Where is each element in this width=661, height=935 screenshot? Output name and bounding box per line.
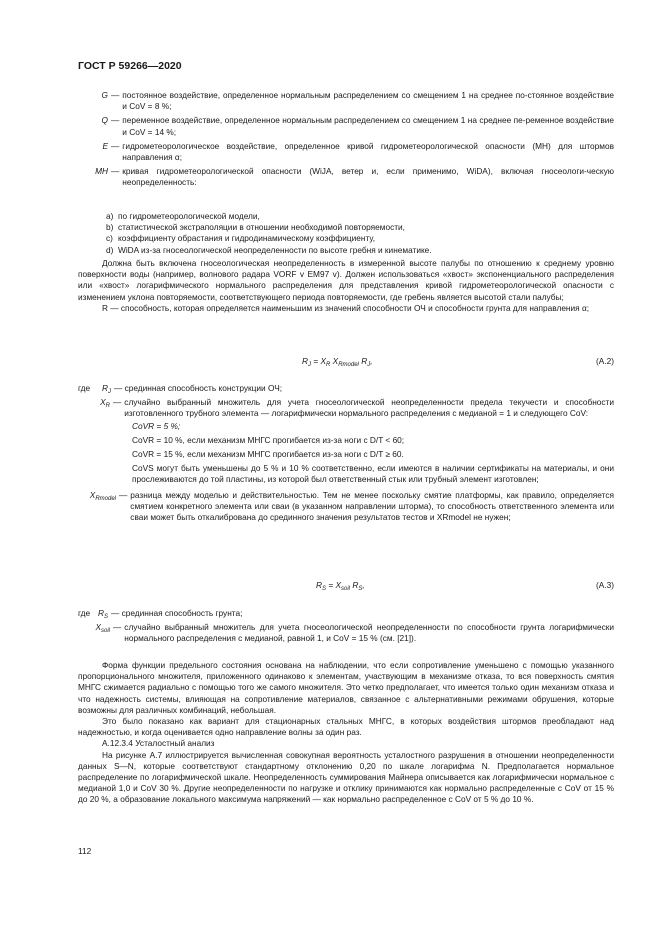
- definitions-block: [78, 90, 614, 189]
- def-symbol: $X_{Rmodel}$: [89, 489, 116, 502]
- def-text: случайно выбранный множитель для учета гносеологической неопределенности предела текучести и способности изготовленного трубного элемента — логарифмически нормального распределения с медианой = 1 и следующего CoV:: [124, 397, 614, 419]
- def-symbol: G: [101, 90, 108, 100]
- list-item: d) WiDA из-за гносеологической неопределенности по высоте гребня и кинематике.: [106, 244, 432, 255]
- def-xr: $X_R$ — случайно выбранный множитель для учета гносеологической неопределенности предела текучести и способности изготовленного трубного элемента — логарифмически нормального распределения с медианой = 1 и следующего CoV:: [78, 397, 614, 419]
- def-text: кривая гидрометеорологической опасности (WiJA, ветер и, если применимо, WiDA), включая гносеологи-ческую неопределенность:: [122, 166, 614, 188]
- page-header: ГОСТ Р 59266—2020: [78, 60, 182, 72]
- list-item: b) статистической экстраполяции в отношении необходимой повторяемости,: [106, 222, 405, 233]
- def-text: гидрометеорологическое воздействие, определенное кривой гидрометеорологической опасности (МН) для штормов направления α;: [122, 140, 614, 163]
- closing-paragraphs: [78, 660, 614, 806]
- def-e: E — гидрометеорологическое воздействие, определенное кривой гидрометеорологической опасности (МН) для штормов направления α;: [98, 141, 614, 163]
- formula-expression: $R_J = X_R$ $X_{Rmodel}$ $R_J$,: [302, 356, 373, 368]
- section-heading: A.12.3.4 Усталостный анализ: [102, 738, 215, 749]
- formula-number: (A.3): [596, 580, 614, 590]
- def-text: переменное воздействие, определенное нормальным распределением со смещением 1 на среднее пе-ременное воздействие и CoV = 14 %;: [122, 115, 614, 137]
- paragraph-stationary: Это было показано как вариант для стационарных стальных МНГС, в которых воздействия штормов преобладают над надежностью, и когда оценивается одно направление волны за один раз.: [78, 716, 614, 738]
- def-text: случайно выбранный множитель для учета гносеологической неопределенности по способности грунта логарифмически нормального распределения с медианой, равной 1, и CoV = 15 % (см. [21]).: [124, 622, 614, 644]
- paragraph-deck-height: Должна быть включена гносеологическая неопределенность в измеренной высоте палубы по отношению к среднему уровню поверхности воды (например, волнового радара VORF v EM97 v). Должен использоваться «хвост» экспоненциального распределения или «хвост» логарифмического нормального распределения для представления кривой гидрометеорологической опасности с изменением уклона повторяемости, соответствующего периода повторяемости, где гребень является высотой стали палубы; R — способность, которая определяется наименьшим из значений способности ОЧ и способности грунта для направления α;: [78, 258, 614, 313]
- def-xsoil: $X_{soil}$ — случайно выбранный множитель для учета гносеологической неопределенности по способности грунта логарифмически нормального распределения с медианой, равной 1, и CoV = 15 % (см. [21]).: [78, 622, 614, 644]
- def-text: — срединная способность грунта;: [111, 608, 243, 618]
- formula-a3: [78, 580, 614, 594]
- def-xrmodel: $X_{Rmodel}$ — разница между моделью и действительностью. Тем не менее поскольку смятие платформы, как правило, определяется смятием конкретного элемента или сваи (в указанном направлении шторма), то способность ответственного элемента или сваи может быть откалибрована до срединного значения результатов тестов и XRmodel не нужен;: [78, 490, 614, 524]
- list-item: c) коэффициенту обрастания и гидродинамическому коэффициенту,: [106, 233, 375, 244]
- def-text: — срединная способность конструкции ОЧ;: [114, 383, 283, 393]
- where-block-2: где $R_S$ — срединная способность грунта; $X_{soil}$ — случайно выбранный множитель для учета гносеологической неопределенности по способности грунта логарифмически нормального распределения с медианой, равной 1, и CoV = 15 % (см. [21]).: [78, 608, 614, 644]
- def-g: G — постоянное воздействие, определенное нормальным распределением со смещением 1 на среднее по-стоянное воздействие и CoV = 8 %;: [98, 90, 614, 112]
- def-symbol: MH: [95, 166, 108, 177]
- def-text: постоянное воздействие, определенное нормальным распределением со смещением 1 на среднее по-стоянное воздействие и CoV = 8 %;: [122, 90, 614, 112]
- paragraph-r: R — способность, которая определяется наименьшим из значений способности ОЧ и способности грунта для направления α;: [102, 302, 590, 313]
- def-symbol: $X_{soil}$: [95, 622, 110, 635]
- formula-expression: $R_S = X_{soil}$ $R_S$,: [316, 580, 365, 592]
- def-mh: MH — кривая гидрометеорологической опасности (WiJA, ветер и, если применимо, WiDA), включая гносеологи-ческую неопределенность:: [86, 166, 614, 188]
- def-symbol: Q: [101, 115, 108, 126]
- cov-lines: CoVR = 5 %; CoVR = 10 %, если механизм МНГС прогибается из-за ноги с D/T < 60; CoVR = 15 %, если механизм МНГС прогибается из-за ноги с D/T ≥ 60. CoVS могут быть уменьшены до 5 % и 10 % соответственно, если имеются в наличии сертификаты на материалы, и они прослеживаются до той пластины, из которой был ответственный стык или трубный элемент изготовлен;: [132, 420, 614, 485]
- def-symbol: $R_J$: [102, 383, 111, 395]
- paragraph-fatigue: На рисунке А.7 иллюстрируется вычисленная совокупная вероятность усталостного разрушения в отношении неопределенности данных S—N, которые соответствуют стандартному отклонению 0,20 по шкале логарифма N. Предполагается нормальное распределение по логарифмической шкале. Неопределенность суммирования Майнера описывается как логарифмически нормальное с медианой 1,0 и CoV 30 %. Другие неопределенности по нагрузке и отклику принимаются как нормально распределенные с CoV от 15 % до 20 %, а образование локального максимума напряжений — как нормально распределенное с CoV от 5 % до 10 %.: [78, 749, 614, 805]
- formula-number: (A.2): [596, 356, 614, 366]
- paragraph-limit-state: Форма функции предельного состояния основана на наблюдении, что если сопротивление уменьшено с помощью указанного пропорционального множителя, приложенного одинаково к элементам, участвующим в механизме отказа, то вся поверхность смятия МНГС сжимается радиально с помощью того же самого множителя. Это четко предполагает, что имеется только один механизм отказа и что надежность системы, влияющая на сопротивление материалов, связанное с альтернативными режимами обрушения, которые возможны для различных комбинаций, небольшая.: [78, 660, 614, 715]
- page-number: 112: [78, 846, 92, 856]
- def-symbol: E: [102, 140, 108, 151]
- uncertainty-list: [78, 211, 614, 256]
- list-item: a) по гидрометеорологической модели,: [106, 211, 260, 221]
- def-symbol: $R_S$: [98, 608, 109, 620]
- def-text: разница между моделью и действительностью. Тем не менее поскольку смятие платформы, как правило, определяется смятием конкретного элемента или сваи (в указанном направлении шторма), то способность ответственного элемента или сваи может быть откалибрована до срединного значения результатов тестов и XRmodel не нужен;: [130, 489, 614, 523]
- def-symbol: $X_R$: [100, 397, 110, 410]
- formula-a2: [78, 356, 614, 370]
- where-block-1: где $R_J$ — срединная способность конструкции ОЧ; $X_R$ — случайно выбранный множитель для учета гносеологической неопределенности предела текучести и способности изготовленного трубного элемента — логарифмически нормального распределения с медианой = 1 и следующего CoV: CoVR = 5 %; CoVR = 10 %, если механизм МНГС прогибается из-за ноги с D/T < 60; CoVR = 15 %, если механизм МНГС прогибается из-за ноги с D/T ≥ 60. CoVS могут быть уменьшены до 5 % и 10 % соответственно, если имеются в наличии сертификаты на материалы, и они прослеживаются до той пластины, из которой был ответственный стык или трубный элемент изготовлен; $X_{Rmodel}$ — разница между моделью и действительностью. Тем не менее поскольку смятие платформы, как правило, определяется смятием конкретного элемента или сваи (в указанном направлении шторма), то способность ответственного элемента или сваи может быть откалибрована до срединного значения результатов тестов и XRmodel не нужен;: [78, 383, 614, 523]
- def-q: Q — переменное воздействие, определенное нормальным распределением со смещением 1 на среднее пе-ременное воздействие и CoV = 14 %;: [98, 115, 614, 137]
